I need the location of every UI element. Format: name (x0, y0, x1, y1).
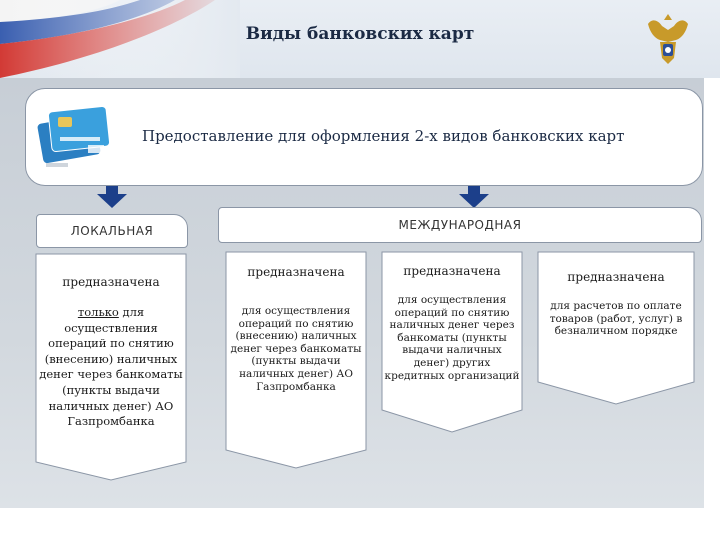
column-text (38, 305, 184, 430)
international-card-category: МЕЖДУНАРОДНАЯ (218, 207, 702, 243)
local-card-column (38, 255, 184, 430)
international-column-1 (228, 252, 364, 393)
column-heading: предназначена (567, 270, 665, 284)
local-card-category: ЛОКАЛЬНАЯ (36, 214, 188, 248)
international-column-3 (540, 252, 692, 338)
column-text: для осуществления операций по снятию (внесению) наличных денег через банкоматы (пункты выдачи наличных денег) АО Газпромбанка (230, 305, 362, 393)
international-column-2 (384, 252, 520, 382)
column-heading: предназначена (403, 264, 501, 278)
underlined-word: только (77, 305, 119, 319)
column-heading: предназначена (62, 275, 160, 289)
column-heading: предназначена (247, 265, 345, 279)
column-text: для осуществления операций по снятию наличных денег через банкоматы (пункты выдачи наличных денег) других кредитных организаций (384, 294, 520, 382)
page-title: Виды банковских карт (245, 24, 475, 44)
intro-text: Предоставление для оформления 2-х видов банковских карт (142, 127, 625, 145)
column-text-rest: для осуществления операций по снятию (внесению) наличных денег через банкоматы (пункты выдачи наличных денег) АО Газпромбанка (39, 305, 183, 429)
column-text: для расчетов по оплате товаров (работ, услуг) в безналичном порядке (549, 300, 683, 338)
